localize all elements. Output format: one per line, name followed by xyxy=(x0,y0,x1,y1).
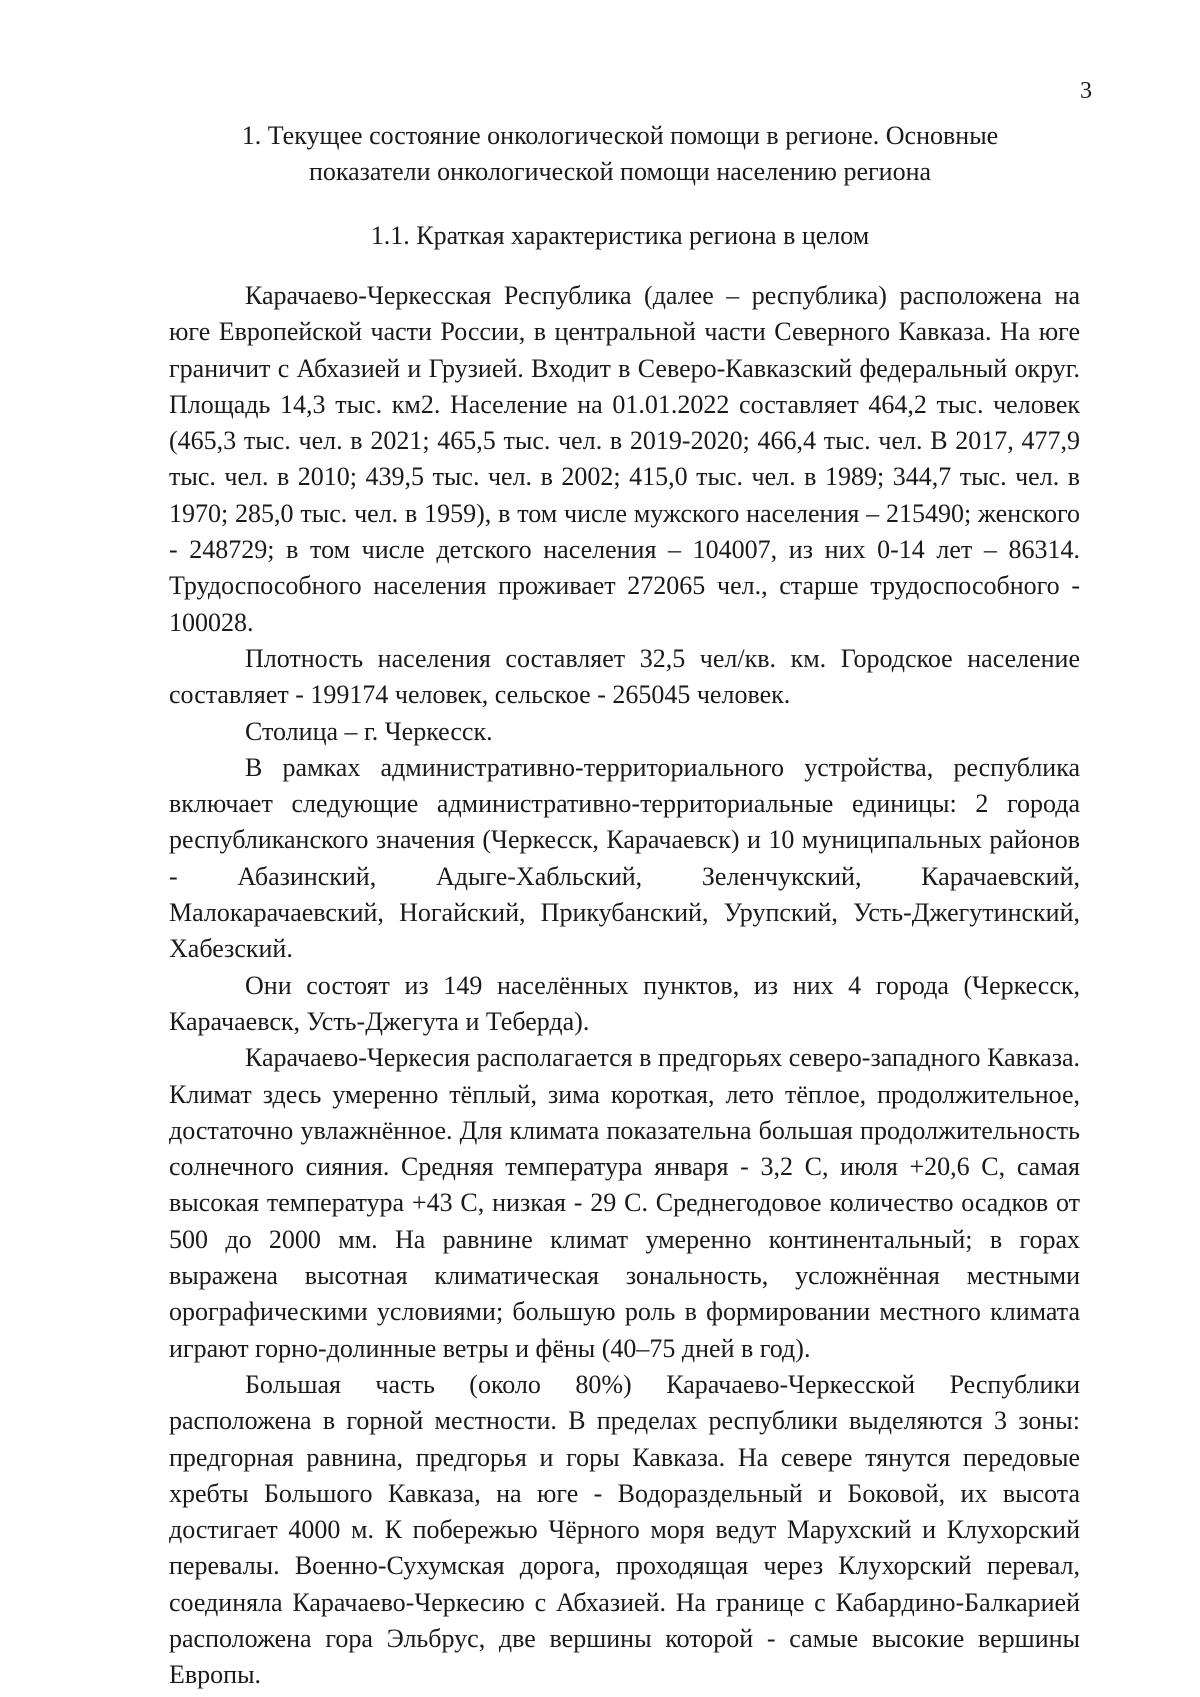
paragraph-capital: Столица – г. Черкесск. xyxy=(245,716,493,746)
paragraph-relief: Большая часть (около 80%) Карачаево-Черкесской Республики расположена в горной местности. В пределах республики выделяются 3 зоны: предгорная равнина, предгорья и горы Кавказа. На севере тянутся передовые хребты Большого Кавказа, на юге - Водораздельный и Боковой, их высота достигает 4000 м. К побережью Чёрного моря ведут Марухский и Клухорский перевалы. Военно-Сухумская дорога, проходящая через Клухорский перевал, соединяла Карачаево-Черкесию с Абхазией. На границе с Кабардино-Балкарией расположена гора Эльбрус, две вершины которой - самые высокие вершины Европы. xyxy=(169,1369,1080,1690)
section-title-line-1: 1. Текущее состояние онкологической помощи в регионе. Основные xyxy=(241,121,999,150)
section-title-line-2: показатели онкологической помощи населению региона xyxy=(308,157,932,186)
body-text xyxy=(169,278,1080,1694)
page-number: 3 xyxy=(1080,78,1092,104)
paragraph-climate: Карачаево-Черкесия располагается в предгорьях северо-западного Кавказа. Климат здесь умеренно тёплый, зима короткая, лето тёплое, продолжительное, достаточно увлажнённое. Для климата показательна большая продолжительность солнечного сияния. Средняя температура января - 3,2 С, июля +20,6 С, самая высокая температура +43 С, низкая - 29 С. Среднегодовое количество осадков от 500 до 2000 мм. На равнине климат умеренно континентальный; в горах выражена высотная климатическая зональность, усложнённая местными орографическими условиями; большую роль в формировании местного климата играют горно-долинные ветры и фёны (40–75 дней в год). xyxy=(169,1043,1080,1363)
section-title xyxy=(160,118,1080,190)
subsection-title: 1.1. Краткая характеристика региона в целом xyxy=(370,221,870,250)
paragraph-administrative-units: В рамках административно-территориального устройства, республика включает следующие административно-территориальные единицы: 2 города республиканского значения (Черкесск, Карачаевск) и 10 муниципальных районов - Абазинский, Адыге-Хабльский, Зеленчукский, Карачаевский, Малокарачаевский, Ногайский, Прикубанский, Урупский, Усть-Джегутинский, Хабезский. xyxy=(169,752,1080,964)
paragraph-settlements: Они состоят из 149 населённых пунктов, из них 4 города (Черкесск, Карачаевск, Усть-Джегута и Теберда). xyxy=(169,970,1080,1036)
paragraph-density: Плотность населения составляет 32,5 чел/кв. км. Городское население составляет - 199174 человек, сельское - 265045 человек. xyxy=(169,643,1080,710)
paragraph-overview: Карачаево-Черкесская Республика (далее – республика) расположена на юге Европейской части России, в центральной части Северного Кавказа. На юге граничит с Абхазией и Грузией. Входит в Северо-Кавказский федеральный округ. Площадь 14,3 тыс. км2. Население на 01.01.2022 составляет 464,2 тыс. человек (465,3 тыс. чел. в 2021; 465,5 тыс. чел. в 2019-2020; 466,4 тыс. чел. В 2017, 477,9 тыс. чел. в 2010; 439,5 тыс. чел. в 2002; 415,0 тыс. чел. в 1989; 344,7 тыс. чел. в 1970; 285,0 тыс. чел. в 1959), в том числе мужского населения – 215490; женского - 248729; в том числе детского населения – 104007, из них 0-14 лет – 86314. Трудоспособного населения проживает 272065 чел., старше трудоспособного - 100028. xyxy=(169,281,1080,637)
